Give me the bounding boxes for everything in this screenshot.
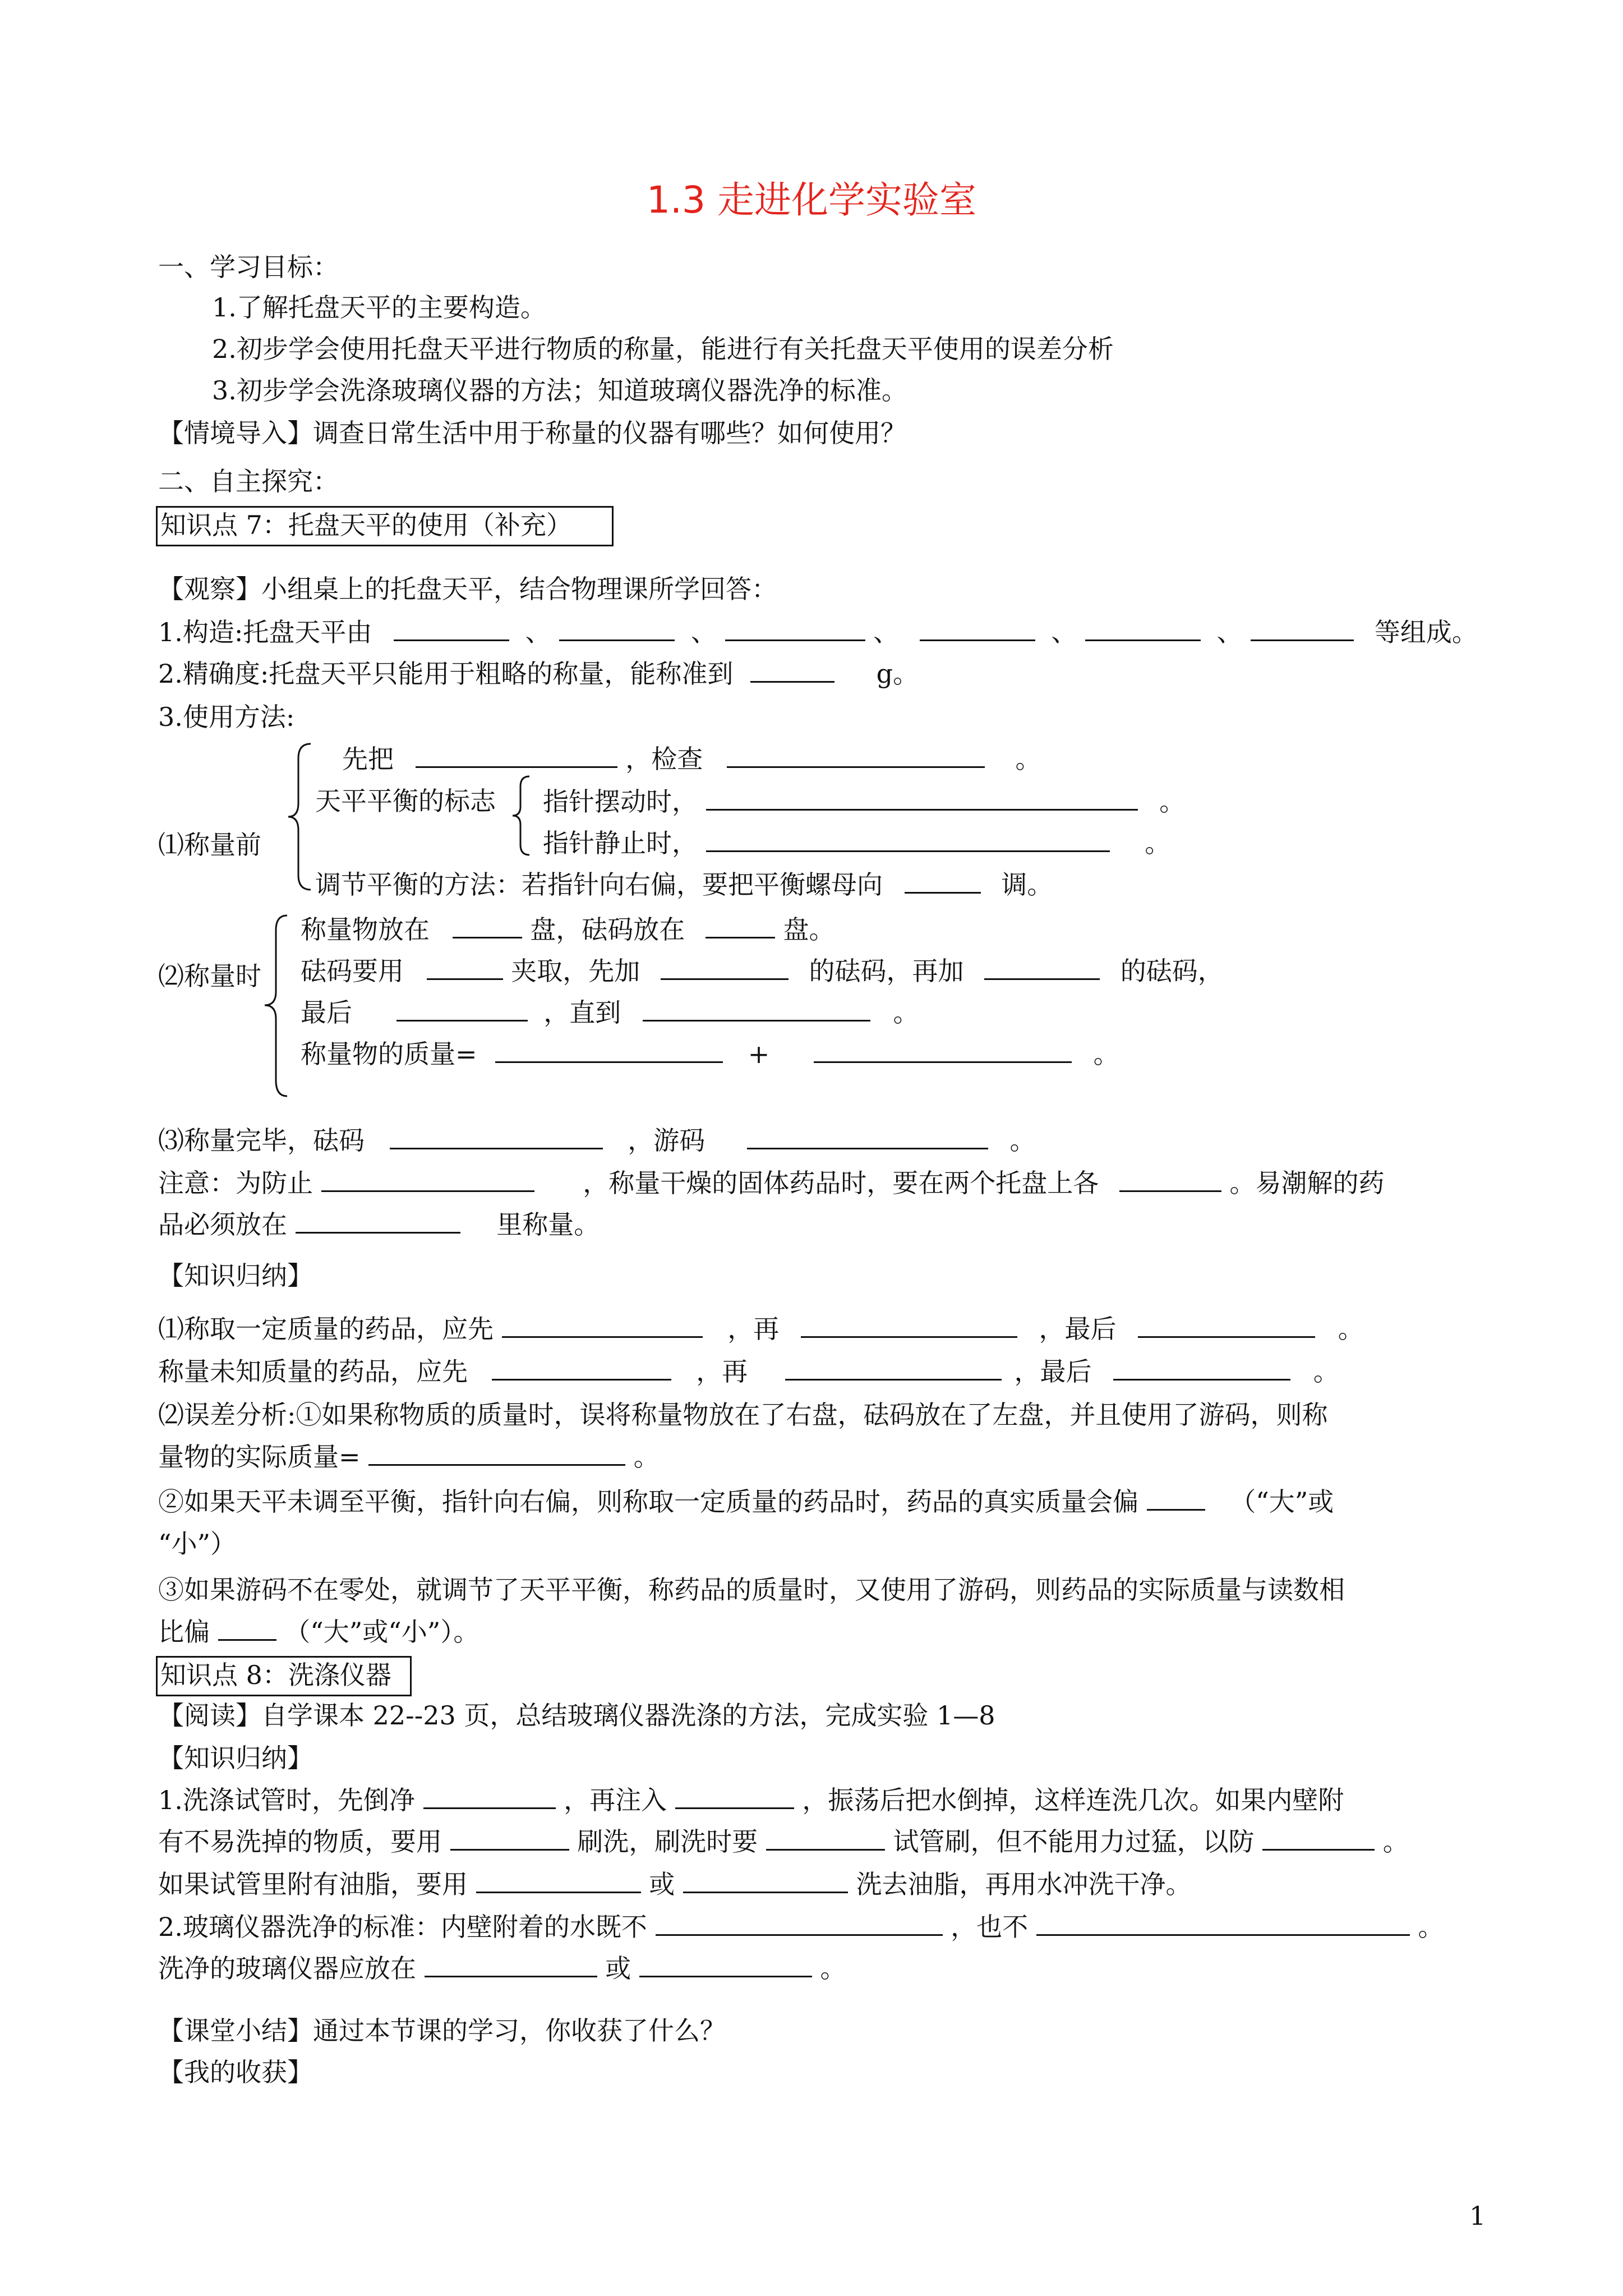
brace-before [286, 742, 314, 892]
after-line [158, 1122, 1036, 1158]
class-summary: 【课堂小结】通过本节课的学习，你收获了什么？ [158, 2016, 726, 2046]
blank-wash-inject[interactable] [675, 1782, 794, 1809]
err3-text-c: （“大”或“小”）。 [284, 1617, 479, 1647]
w5-text-a: 洗净的玻璃仪器应放在 [158, 1953, 416, 1984]
error3-line-2 [158, 1613, 479, 1650]
period: 。 [1382, 1826, 1409, 1857]
during-text-b: 盘，砝码放在 [530, 914, 685, 945]
structure-prefix: 1.构造:托盘天平由 [158, 617, 372, 647]
w4-text-a: 2.玻璃仪器洗净的标准：内壁附着的水既不 [158, 1912, 647, 1942]
goals-heading: 一、学习目标： [158, 252, 339, 282]
note-text-b: ，称量干燥的固体药品时，要在两个托盘上各 [583, 1168, 1099, 1198]
err2-text-a: ②如果天平未调至平衡，指针向右偏，则称取一定质量的药品时，药品的真实质量会偏 [158, 1487, 1138, 1517]
blank-err-mass[interactable] [368, 1438, 625, 1466]
blank-note-container[interactable] [296, 1206, 460, 1234]
blank-err2[interactable] [1147, 1483, 1205, 1511]
blank-s2-then[interactable] [785, 1353, 1002, 1381]
period: 。 [1418, 1912, 1444, 1942]
goal-3: 3.初步学会洗涤玻璃仪器的方法；知道玻璃仪器洗净的标准。 [212, 375, 907, 406]
blank-wash-oil-2[interactable] [683, 1866, 848, 1893]
page-title: 1.3 走进化学实验室 [647, 178, 976, 222]
during-text-b2: 夹取，先加 [511, 956, 640, 986]
after-text-a: ⑶称量完毕，砝码 [158, 1125, 365, 1156]
blank-during-pan-2[interactable] [706, 911, 775, 938]
s2-text-c: ，最后 [1014, 1356, 1092, 1387]
adjust-text-a: 调节平衡的方法：若指针向右偏，要把平衡螺母向 [315, 869, 883, 900]
error3-line-1: ③如果游码不在零处，就调节了天平平衡，称药品的质量时，又使用了游码，则药品的实际质量与读数相 [158, 1575, 1345, 1605]
w2-text-c: 试管刷，但不能用力过猛，以防 [893, 1826, 1255, 1857]
err3-text-b: 比偏 [158, 1617, 210, 1647]
blank-wash-pour[interactable] [423, 1782, 556, 1809]
blank-note-prevent[interactable] [321, 1165, 534, 1192]
w1-text-c: ，振荡后把水倒掉，这样连洗几次。如果内壁附 [802, 1785, 1344, 1815]
during-text-a4: 称量物的质量= [301, 1039, 477, 1069]
goal-1: 1.了解托盘天平的主要构造。 [212, 292, 546, 323]
s1-text-b: ，再 [727, 1314, 780, 1344]
w3-text-b: 或 [649, 1869, 675, 1899]
note-text-d: 品必须放在 [158, 1209, 287, 1240]
page-number: 1 [1469, 2201, 1486, 2231]
s1-text-a: ⑴称取一定质量的药品，应先 [158, 1314, 494, 1344]
intro-text: 【情境导入】调查日常生活中用于称量的仪器有哪些？如何使用？ [158, 418, 906, 448]
blank-s1-then[interactable] [801, 1310, 1017, 1338]
separator: 、 [525, 617, 551, 647]
error2-line-2: “小”） [158, 1529, 237, 1559]
period: 。 [893, 997, 919, 1028]
w1-text-b: ，再注入 [564, 1785, 667, 1815]
blank-clean-1[interactable] [656, 1908, 943, 1936]
note-line-2 [158, 1206, 600, 1243]
blank-adjust[interactable] [905, 866, 981, 894]
during-text-a: 称量物放在 [301, 914, 430, 945]
blank-err3[interactable] [218, 1613, 276, 1641]
blank-during-pan-1[interactable] [453, 911, 522, 938]
blank-s1-last[interactable] [1138, 1310, 1315, 1338]
still-line [543, 825, 1170, 861]
w3-text-c: 洗去油脂，再用水冲洗干净。 [856, 1869, 1192, 1899]
s1-text-c: ，最后 [1039, 1314, 1117, 1344]
err2-text-b: （“大”或 [1230, 1487, 1334, 1517]
during-line-3 [301, 994, 919, 1030]
blank-during-then[interactable] [984, 953, 1100, 980]
blank-wash-prevent[interactable] [1262, 1823, 1375, 1851]
method-heading: 3.使用方法: [158, 702, 295, 732]
kp8-label: 知识点 8：洗涤仪器 [160, 1660, 391, 1690]
structure-suffix: 等组成。 [1374, 617, 1478, 647]
observe-text: 【观察】小组桌上的托盘天平，结合物理课所学回答： [158, 574, 777, 604]
separator: 、 [1051, 617, 1077, 647]
summary-heading-1: 【知识归纳】 [158, 1260, 313, 1291]
blank-during-tool[interactable] [427, 953, 503, 980]
blank-before-2[interactable] [727, 740, 985, 768]
period: 。 [1313, 1356, 1339, 1387]
plus-sign: + [748, 1039, 770, 1069]
separator: 、 [690, 617, 717, 647]
blank-s2-last[interactable] [1113, 1353, 1290, 1381]
during-text-a2: 砝码要用 [301, 956, 404, 986]
precision-line [158, 655, 919, 692]
blank-s1-first[interactable] [502, 1310, 703, 1338]
blank-mass-2[interactable] [814, 1036, 1072, 1063]
adjust-line [315, 866, 1053, 903]
error-line-1: ⑵误差分析:①如果称物质的质量时，误将称量物放在了右盘，砝码放在了左盘，并且使用了游码，则称 [158, 1400, 1328, 1430]
clean-line-2 [158, 1950, 846, 1986]
brace-during [262, 913, 291, 1098]
summary-heading-2: 【知识归纳】 [158, 1743, 313, 1773]
blank-during-until[interactable] [643, 994, 870, 1022]
period: 。 [1338, 1314, 1364, 1344]
during-text-a3: 最后 [301, 997, 352, 1028]
blank-store-1[interactable] [425, 1950, 597, 1977]
blank-note-paper[interactable] [1119, 1165, 1221, 1192]
wash-line-1 [158, 1782, 1344, 1818]
before-text-b: ，检查 [625, 744, 703, 774]
w2-text-b: 刷洗，刷洗时要 [577, 1826, 758, 1857]
precision-prefix: 2.精确度:托盘天平只能用于粗略的称量，能称准到 [158, 659, 734, 689]
blank-structure-4[interactable] [920, 614, 1035, 641]
during-line-1 [301, 911, 835, 947]
read-text: 【阅读】自学课本 22--23 页，总结玻璃仪器洗涤的方法，完成实验 1—8 [158, 1700, 995, 1731]
blank-after-rider[interactable] [747, 1122, 988, 1149]
period: 。 [1093, 1039, 1119, 1069]
error2-line-1 [158, 1483, 1334, 1520]
blank-still[interactable] [706, 825, 1110, 852]
after-text-b: ，游码 [628, 1125, 706, 1156]
blank-mass-1[interactable] [495, 1036, 723, 1063]
note-text-c: 。易潮解的药 [1229, 1168, 1385, 1198]
err-text-b: 量物的实际质量= [158, 1442, 361, 1472]
balance-sign-label: 天平平衡的标志 [315, 786, 496, 816]
still-text: 指针静止时， [543, 828, 698, 858]
clean-line-1 [158, 1908, 1444, 1945]
before-line-1 [342, 740, 1041, 777]
brace-balance-sign [510, 774, 533, 858]
structure-line [158, 614, 1478, 650]
period: 。 [1009, 1125, 1036, 1156]
blank-structure-2[interactable] [559, 614, 675, 641]
during-line-2 [301, 953, 1224, 989]
blank-swing[interactable] [706, 783, 1138, 811]
period: 。 [820, 1953, 846, 1984]
my-gain: 【我的收获】 [158, 2057, 313, 2087]
blank-before-1[interactable] [416, 740, 617, 768]
w2-text-a: 有不易洗掉的物质，要用 [158, 1826, 442, 1857]
separator: 、 [873, 617, 900, 647]
wash-line-3 [158, 1866, 1192, 1902]
note-text-a: 注意：为防止 [158, 1168, 313, 1198]
blank-wash-brush[interactable] [450, 1823, 569, 1851]
period: 。 [1159, 786, 1186, 817]
during-line-4 [301, 1036, 1119, 1072]
goal-2: 2.初步学会使用托盘天平进行物质的称量，能进行有关托盘天平使用的误差分析 [212, 334, 1114, 364]
w4-text-b: ，也不 [951, 1912, 1029, 1942]
blank-structure-5[interactable] [1085, 614, 1201, 641]
s2-text-a: 称量未知质量的药品，应先 [158, 1356, 468, 1387]
during-text-c: 盘。 [783, 914, 835, 945]
blank-structure-3[interactable] [725, 614, 865, 641]
blank-store-2[interactable] [639, 1950, 812, 1977]
w1-text-a: 1.洗涤试管时，先倒净 [158, 1785, 415, 1815]
explore-heading: 二、自主探究： [158, 466, 339, 496]
blank-during-last[interactable] [396, 994, 528, 1022]
w5-text-b: 或 [605, 1953, 631, 1984]
summary-line-2 [158, 1353, 1339, 1389]
separator: 、 [1216, 617, 1243, 647]
adjust-text-b: 调。 [1001, 869, 1053, 900]
summary-line-1 [158, 1310, 1364, 1347]
blank-structure-6[interactable] [1251, 614, 1354, 641]
w3-text-a: 如果试管里附有油脂，要用 [158, 1869, 468, 1899]
during-label: ⑵称量时 [158, 961, 261, 991]
kp7-label: 知识点 7：托盘天平的使用（补充） [160, 510, 572, 540]
period: 。 [633, 1442, 660, 1472]
blank-structure-1[interactable] [394, 614, 509, 641]
blank-precision[interactable] [750, 655, 834, 683]
blank-wash-rotate[interactable] [766, 1823, 885, 1851]
s2-text-b: ，再 [696, 1356, 748, 1387]
period: 。 [1145, 828, 1171, 858]
blank-s2-first[interactable] [492, 1353, 671, 1381]
swing-line [543, 783, 1185, 820]
before-label: ⑴称量前 [158, 830, 261, 860]
blank-clean-2[interactable] [1036, 1908, 1410, 1936]
before-text-a: 先把 [342, 744, 394, 774]
precision-suffix: g。 [876, 659, 919, 689]
error-line-2 [158, 1438, 660, 1475]
blank-after-weight[interactable] [390, 1122, 603, 1149]
note-text-e: 里称量。 [496, 1209, 600, 1240]
during-text-d2: 的砝码， [1120, 956, 1224, 986]
during-text-c2: 的砝码，再加 [809, 956, 964, 986]
wash-line-2 [158, 1823, 1409, 1860]
swing-text: 指针摆动时， [543, 786, 698, 817]
blank-during-first[interactable] [661, 953, 789, 980]
before-text-c: 。 [1015, 744, 1041, 774]
blank-wash-oil-1[interactable] [476, 1866, 641, 1893]
during-text-b3: ，直到 [543, 997, 621, 1028]
note-line-1 [158, 1165, 1385, 1201]
